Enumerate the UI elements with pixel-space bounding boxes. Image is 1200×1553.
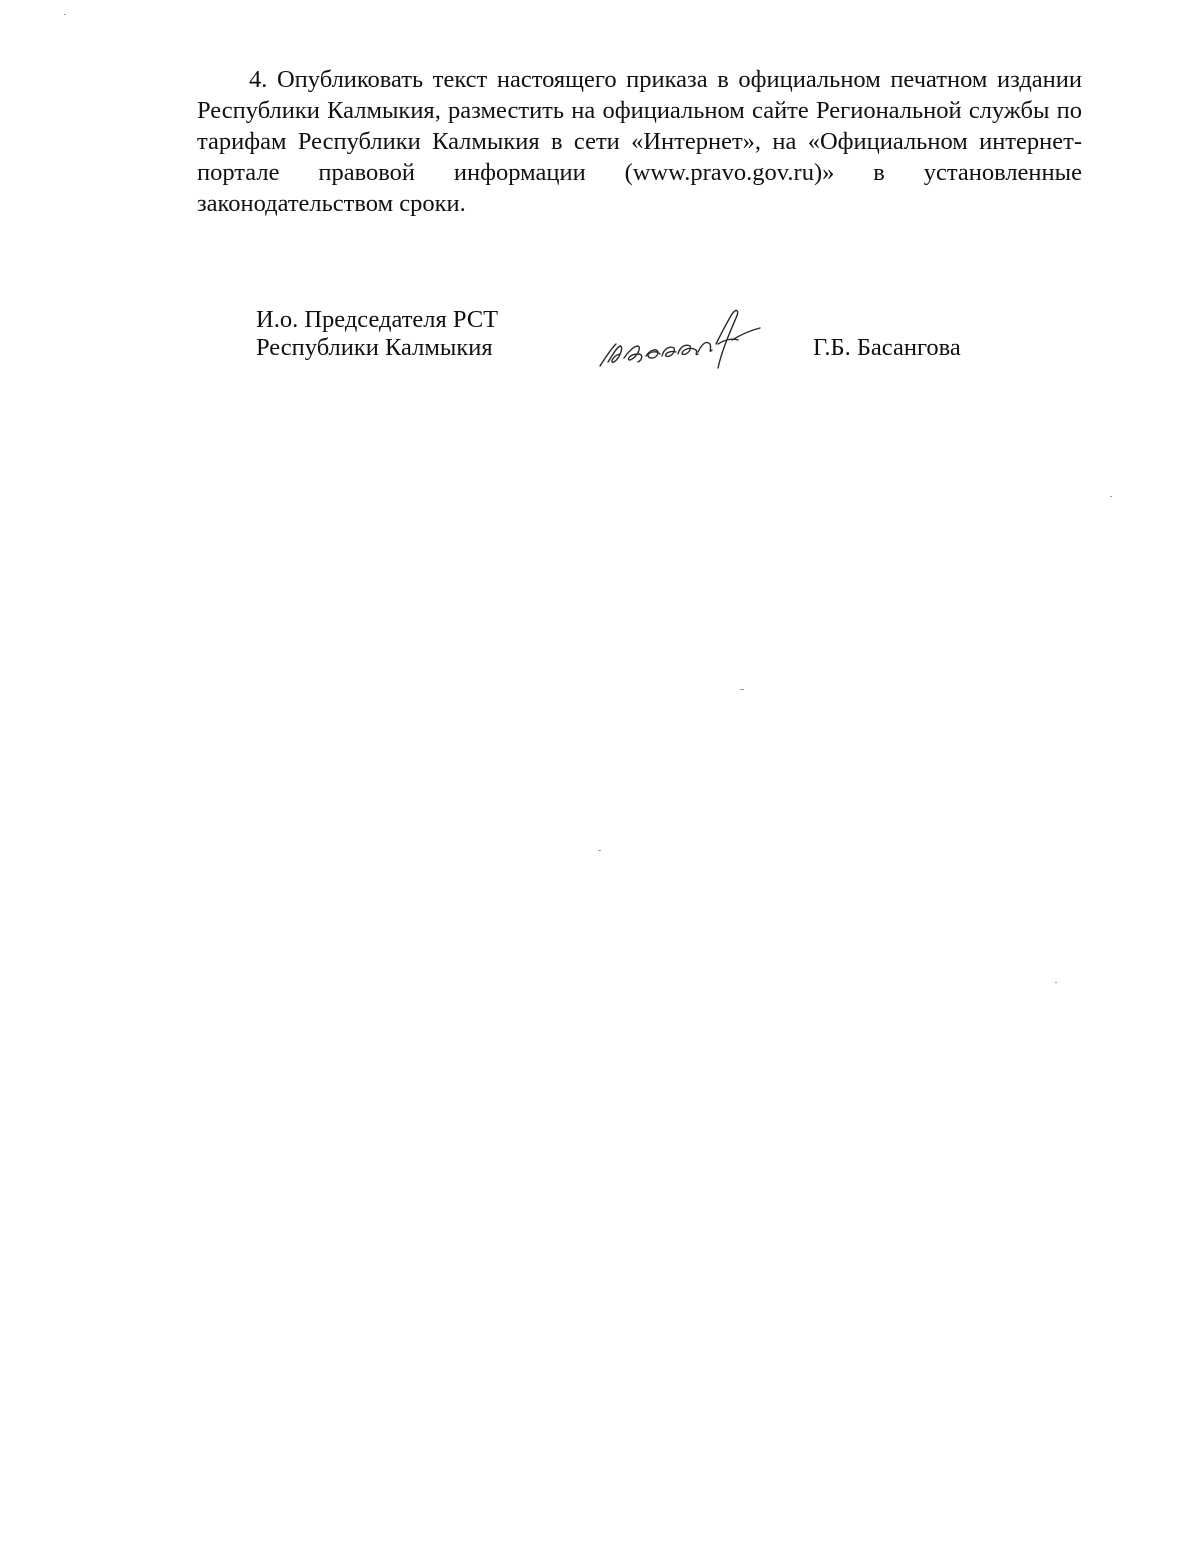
signatory-position — [256, 306, 498, 362]
scan-speck — [1110, 496, 1112, 497]
paragraph-item-4: 4. Опубликовать текст настоящего приказа в официальном печатном издании Республики Калмыкия, разместить на официальном сайте Региональной службы по тарифам Республики Калмыкия в сети «Интернет», на «Официальном интернет-портале правовой информации (www.pravo.gov.ru)» в установленные законодательством сроки. — [197, 66, 1082, 217]
handwritten-signature — [590, 300, 790, 380]
position-line-2: Республики Калмыкия — [256, 334, 493, 361]
scan-speck — [598, 850, 601, 851]
position-line-1: И.о. Председателя РСТ — [256, 306, 499, 333]
signer-name: Г.Б. Басангова — [813, 334, 961, 361]
scan-speck — [740, 689, 744, 690]
scan-speck — [64, 14, 66, 15]
scan-speck — [1055, 982, 1057, 983]
